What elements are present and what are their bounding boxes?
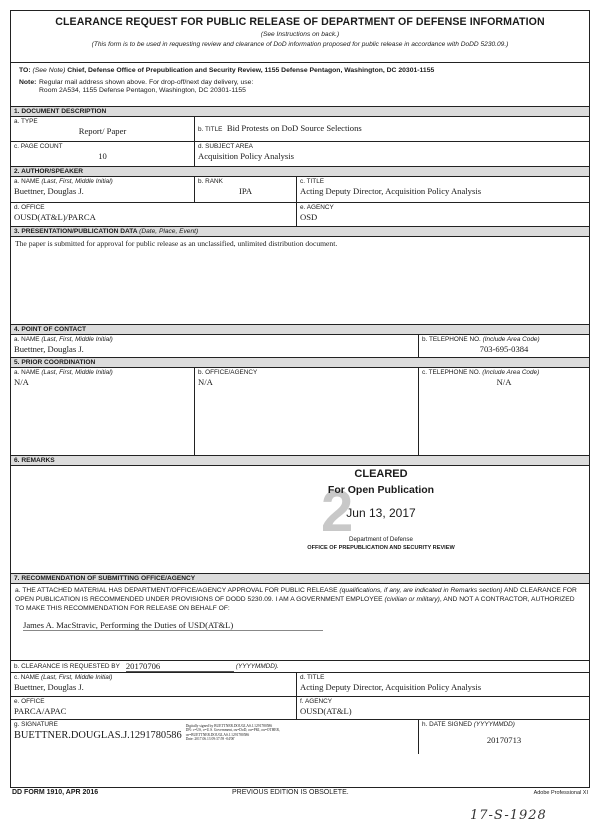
poc-phone-cell[interactable] <box>419 335 589 357</box>
section7-row-office <box>11 697 589 720</box>
rec-agency-value: OUSD(AT&L) <box>300 706 352 716</box>
behalf-value[interactable]: James A. MacStravic, Performing the Duties of USD(AT&L) <box>23 620 323 631</box>
section7-header: 7. RECOMMENDATION OF SUBMITTING OFFICE/AGENCY <box>11 574 589 584</box>
instructions-note: (See Instructions on back.) <box>260 31 340 38</box>
agency-label: e. AGENCY <box>300 204 334 211</box>
coord-name-label: a. NAME <box>14 369 40 376</box>
coord-phone-value: N/A <box>496 377 512 387</box>
poc-name-cell[interactable] <box>11 335 419 357</box>
presentation-data-value: The paper is submitted for approval for public release as an unclassified, unlimited distribution document. <box>15 239 338 248</box>
to-label: TO: <box>19 67 31 74</box>
author-name-value: Buettner, Douglas J. <box>14 186 84 196</box>
to-line <box>19 67 581 74</box>
type-value: Report/ Paper <box>78 126 127 136</box>
coord-office-value: N/A <box>198 377 213 387</box>
digital-signature-details <box>186 724 280 742</box>
author-name-hint: (Last, First, Middle Initial) <box>41 178 113 185</box>
coord-phone-label: c. TELEPHONE NO. <box>422 369 481 376</box>
adobe-note: Adobe Professional XI <box>533 790 588 796</box>
recommendation-block <box>11 584 589 661</box>
section4-header: 4. POINT OF CONTACT <box>11 325 589 335</box>
agency-cell[interactable] <box>297 203 589 226</box>
poc-phone-label: b. TELEPHONE NO. <box>422 336 481 343</box>
poc-name-value: Buettner, Douglas J. <box>14 344 84 354</box>
rec-text-1: a. THE ATTACHED MATERIAL HAS DEPARTMENT/OFFICE/AGENCY APPROVAL FOR PUBLIC RELEASE <box>15 587 338 594</box>
author-name-label: a. NAME <box>14 178 40 185</box>
date-signed-hint: (YYYYMMDD) <box>473 721 515 728</box>
rec-name-cell[interactable] <box>11 673 297 696</box>
cleared-stamp <box>281 466 481 551</box>
section5-row <box>11 368 589 456</box>
to-note-ref: (See Note) <box>32 67 66 74</box>
poc-phone-hint: (Include Area Code) <box>482 336 540 343</box>
clearance-date-format: (YYYYMMDD). <box>235 662 279 670</box>
section5-header: 5. PRIOR COORDINATION <box>11 358 589 368</box>
author-title-cell[interactable] <box>297 177 589 202</box>
form-id: DD FORM 1910, APR 2016 <box>12 789 99 796</box>
digital-signature-line1: Digitally signed by BUETTNER.DOUGLAS.J.1291780586 <box>185 724 273 728</box>
rec-agency-label: f. AGENCY <box>300 698 332 705</box>
form-title: CLEARANCE REQUEST FOR PUBLIC RELEASE OF DEPARTMENT OF DEFENSE INFORMATION <box>55 16 545 28</box>
remarks-field[interactable] <box>11 466 589 574</box>
rec-agency-cell[interactable] <box>297 697 589 719</box>
section4-row <box>11 335 589 358</box>
date-signed-label: h. DATE SIGNED <box>422 721 472 728</box>
digital-signature-line4: Date: 2017.06.13 09:37:59 -04'00' <box>185 737 235 742</box>
subject-cell[interactable] <box>195 142 589 166</box>
coord-phone-hint: (Include Area Code) <box>482 369 540 376</box>
stamp-dept: Department of Defense <box>349 536 413 543</box>
note-line2: Room 2A534, 1155 Defense Pentagon, Washington, DC 20301-1155 <box>39 87 246 94</box>
stamp-open-publication: For Open Publication <box>327 484 435 496</box>
title-cell[interactable] <box>195 117 589 141</box>
to-block <box>11 63 589 107</box>
rec-text-3: , AND NOT A CONTRACTOR, AUTHORIZED TO MAKE THIS RECOMMENDATION FOR RELEASE ON BEHALF OF: <box>15 596 575 612</box>
section3-title: 3. PRESENTATION/PUBLICATION DATA <box>14 228 138 235</box>
rec-title-cell[interactable] <box>297 673 589 696</box>
section3-header <box>11 227 589 237</box>
digital-signature-line2: DN: c=US, o=U.S. Government, ou=DoD, ou=PKI, ou=OTHER, <box>185 728 280 733</box>
signature-cell[interactable] <box>11 720 419 754</box>
section1-header: 1. DOCUMENT DESCRIPTION <box>11 107 589 117</box>
subject-value: Acquisition Policy Analysis <box>198 151 294 161</box>
rec-hint-1: (qualifications, if any, are indicated in Remarks section) <box>339 587 503 594</box>
rec-office-cell[interactable] <box>11 697 297 719</box>
title-value: Bid Protests on DoD Source Selections <box>226 123 362 133</box>
rec-title-value: Acting Deputy Director, Acquisition Policy Analysis <box>300 682 482 692</box>
stamp-date: Jun 13, 2017 <box>346 506 416 520</box>
clearance-date-row <box>11 661 589 673</box>
date-signed-cell[interactable] <box>419 720 589 754</box>
rank-cell[interactable] <box>195 177 297 202</box>
rec-name-hint: (Last, First, Middle Initial) <box>41 674 113 681</box>
page-count-cell[interactable] <box>11 142 195 166</box>
clearance-date-label: b. CLEARANCE IS REQUESTED BY <box>14 662 120 670</box>
form-header <box>11 11 589 63</box>
rec-text-2: AND CLEARANCE FOR OPEN PUBLICATION IS RECOMMENDED UNDER PROVISIONS OF DODD 5230.09. I AM A GOVERNMENT EMPLOYEE <box>15 587 577 603</box>
note-label: Note: <box>19 79 37 86</box>
section7-row-names <box>11 673 589 697</box>
signature-label: g. SIGNATURE <box>14 721 58 728</box>
rec-name-value: Buettner, Douglas J. <box>14 682 84 692</box>
agency-value: OSD <box>300 212 318 222</box>
page-count-label: c. PAGE COUNT <box>14 143 63 150</box>
obsolete-note: PREVIOUS EDITION IS OBSOLETE. <box>232 789 349 796</box>
stamp-office: OFFICE OF PREPUBLICATION AND SECURITY REVIEW <box>307 545 455 551</box>
rec-office-label: e. OFFICE <box>14 698 45 705</box>
signature-value: BUETTNER.DOUGLAS.J.1291780586 <box>14 730 182 741</box>
rank-value: IPA <box>238 186 253 196</box>
section1-row1 <box>11 117 589 142</box>
section2-row1 <box>11 177 589 203</box>
coord-office-cell[interactable] <box>195 368 419 455</box>
coord-name-value: N/A <box>14 377 29 387</box>
clearance-date-cell[interactable] <box>11 661 589 672</box>
page-count-value: 10 <box>98 151 107 161</box>
section6-header: 6. REMARKS <box>11 456 589 466</box>
stamp-cleared: CLEARED <box>354 468 408 480</box>
to-value: Chief, Defense Office of Prepublication and Security Review, 1155 Defense Pentagon, Washington, DC 20301-1155 <box>67 67 435 74</box>
section2-row2 <box>11 203 589 227</box>
title-label: b. TITLE <box>198 126 223 133</box>
stamp-number: 2 <box>321 479 354 544</box>
rec-name-label: c. NAME <box>14 674 40 681</box>
handwritten-case-number: 17-S-1928 <box>470 808 547 823</box>
author-name-cell[interactable] <box>11 177 195 202</box>
type-cell[interactable] <box>11 117 195 141</box>
author-title-label: c. TITLE <box>300 178 325 185</box>
coord-name-cell[interactable] <box>11 368 195 455</box>
coord-phone-cell[interactable] <box>419 368 589 455</box>
clearance-form <box>10 10 590 788</box>
poc-phone-value: 703-695-0384 <box>479 344 529 354</box>
rec-title-label: d. TITLE <box>300 674 325 681</box>
presentation-data-field[interactable] <box>11 237 589 325</box>
poc-name-hint: (Last, First, Middle Initial) <box>41 336 113 343</box>
subject-label: d. SUBJECT AREA <box>198 143 253 150</box>
section7-row-signature <box>11 720 589 754</box>
office-label: d. OFFICE <box>14 204 45 211</box>
section1-row2 <box>11 142 589 167</box>
rec-office-value: PARCA/APAC <box>14 706 67 716</box>
form-purpose: (This form is to be used in requesting review and clearance of DoD information proposed for public release in accordance with DoDD 5230.09.) <box>91 41 509 48</box>
section3-hint: (Date, Place, Event) <box>139 228 199 235</box>
coord-office-label: b. OFFICE/AGENCY <box>198 369 258 376</box>
coord-name-hint: (Last, First, Middle Initial) <box>41 369 113 376</box>
rec-hint-2: (civilian or military) <box>384 596 440 603</box>
note-line1: Regular mail address shown above. For drop-off/next day delivery, use: <box>39 79 254 86</box>
clearance-date-value: 20170706 <box>126 661 234 672</box>
author-title-value: Acting Deputy Director, Acquisition Policy Analysis <box>300 186 482 196</box>
section2-header: 2. AUTHOR/SPEAKER <box>11 167 589 177</box>
office-value: OUSD(AT&L)/PARCA <box>14 212 96 222</box>
digital-signature-line3: cn=BUETTNER.DOUGLAS.J.1291780586 <box>185 732 250 737</box>
office-cell[interactable] <box>11 203 297 226</box>
date-signed-value: 20170713 <box>486 735 522 745</box>
note-block <box>19 79 581 95</box>
type-label: a. TYPE <box>14 118 38 125</box>
rank-label: b. RANK <box>198 178 223 185</box>
poc-name-label: a. NAME <box>14 336 40 343</box>
